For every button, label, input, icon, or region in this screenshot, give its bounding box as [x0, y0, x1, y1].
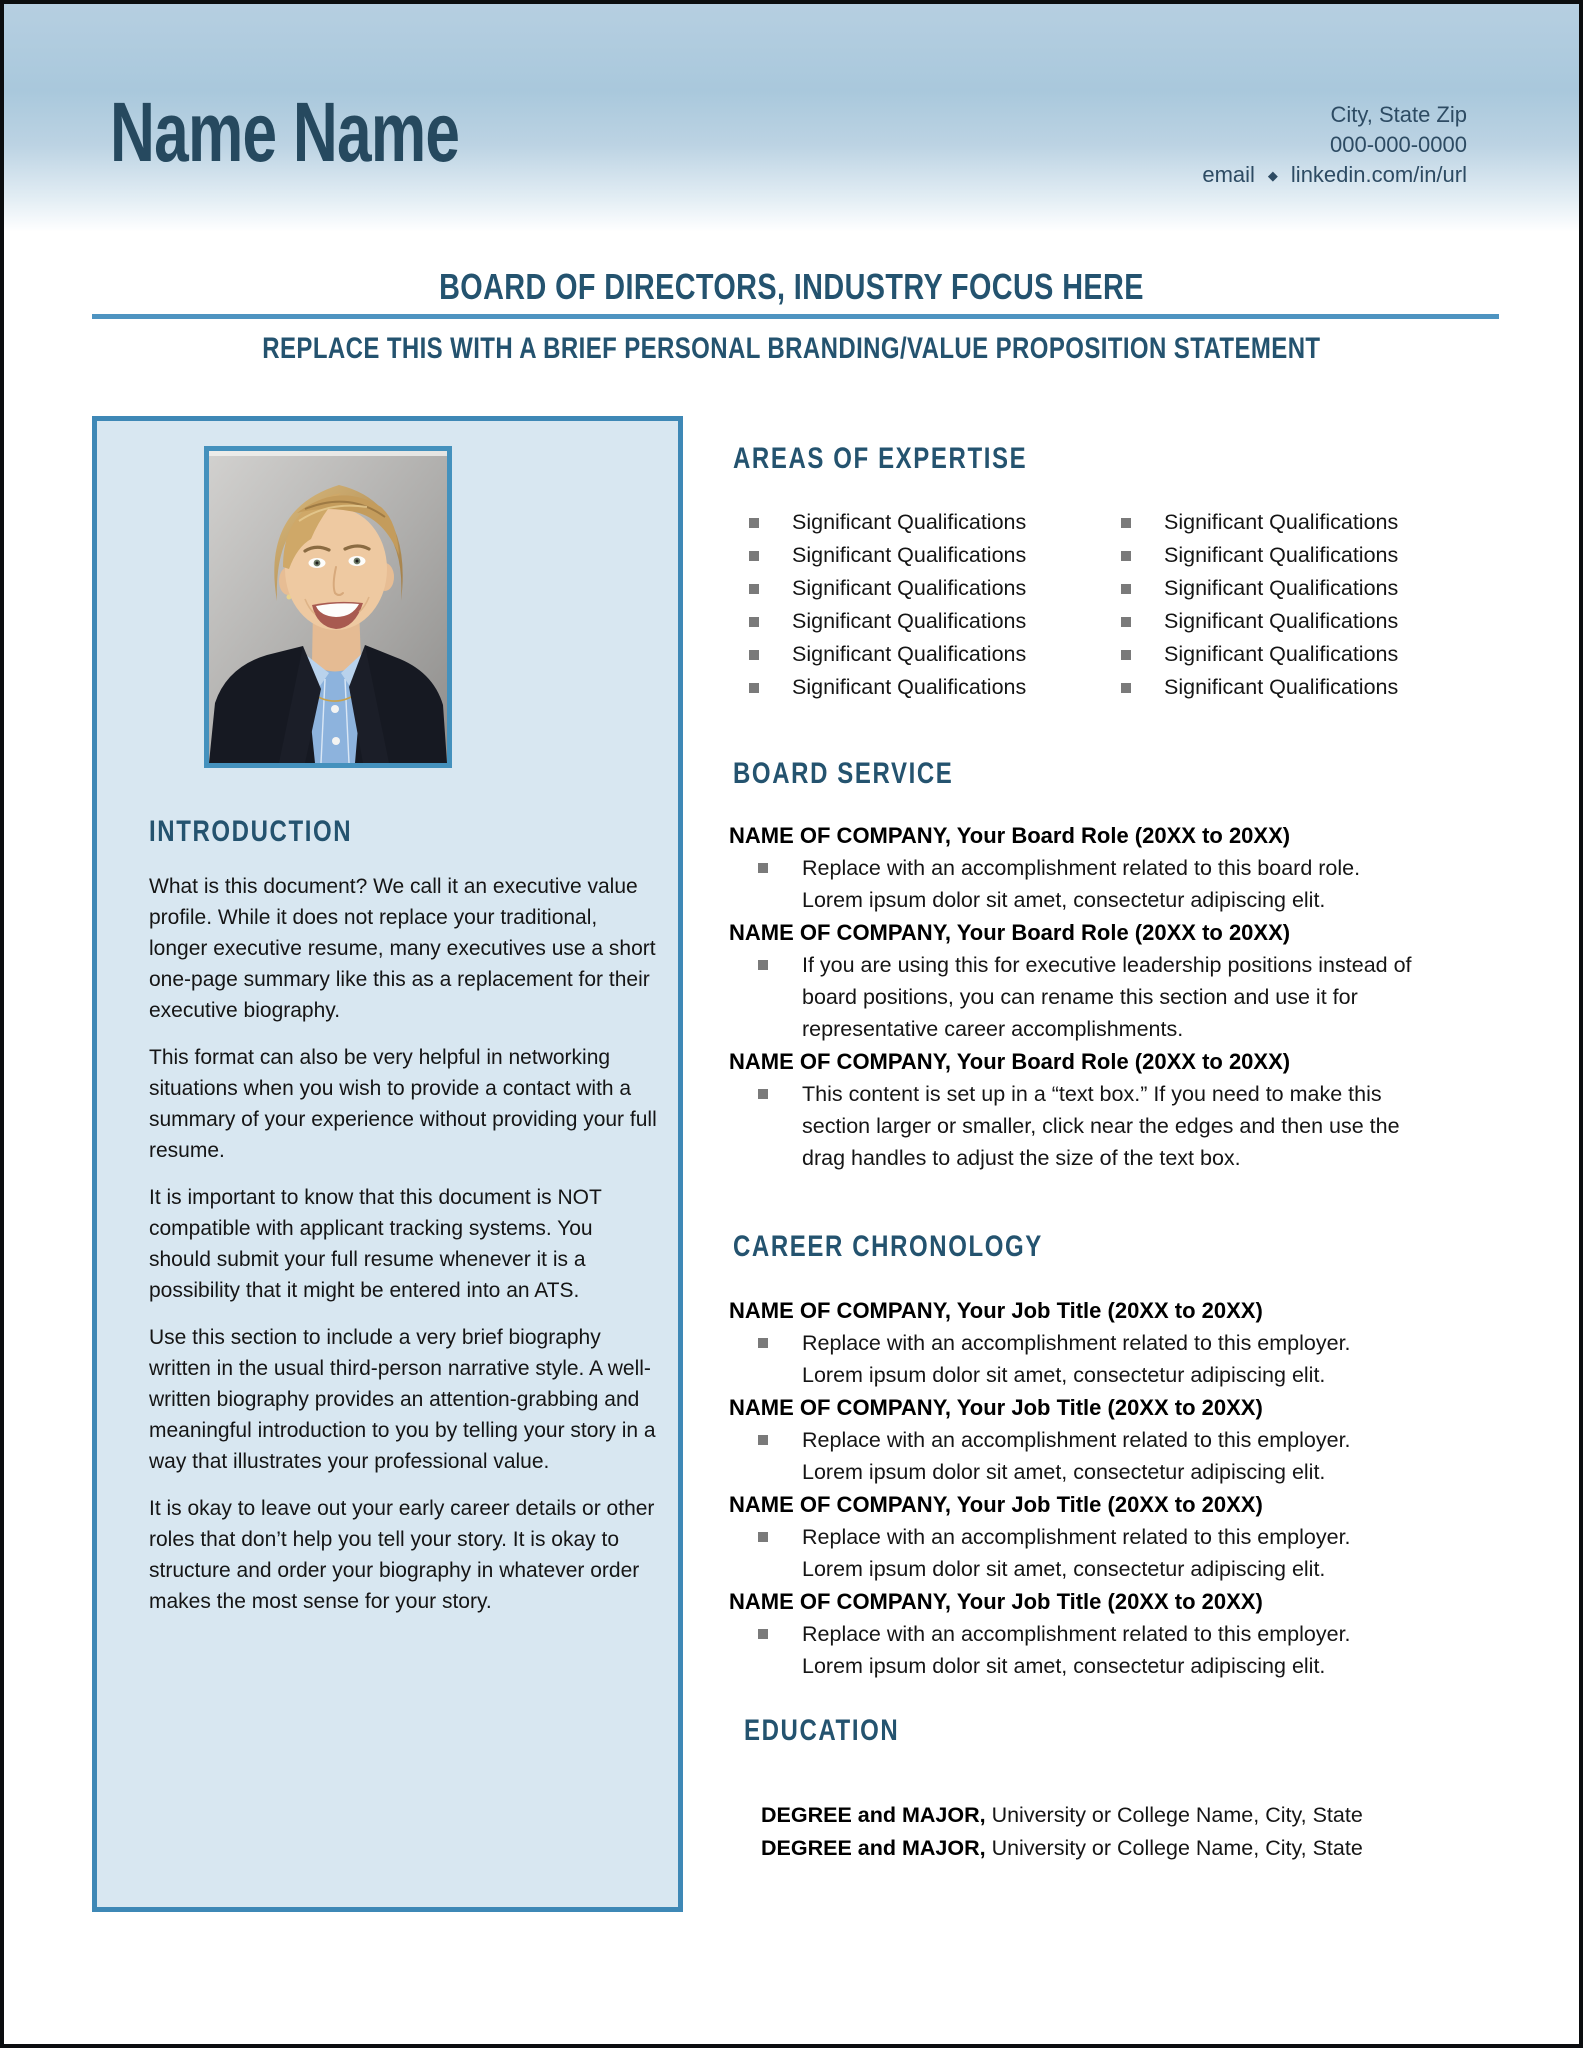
education-entry: [761, 1799, 1571, 1832]
bullet-text: Replace with an accomplishment related to this employer. Lorem ipsum dolor sit amet, consectetur adipiscing elit.: [802, 1525, 1351, 1581]
intro-paragraph: It is important to know that this document is NOT compatible with applicant tracking systems. You should submit your full resume whenever it is a possibility that it might be entered into an ATS.: [149, 1186, 602, 1302]
entry-bullet: [726, 1424, 1536, 1488]
square-bullet-icon: [1121, 683, 1131, 693]
expertise-item: Significant Qualifications: [749, 605, 1121, 638]
contact-links: [1202, 160, 1467, 193]
expertise-item: Significant Qualifications: [749, 671, 1121, 704]
expertise-item: Significant Qualifications: [749, 506, 1121, 539]
bullet-text: This content is set up in a “text box.” If you need to make this section larger or smaller, click near the edges and then use the drag handles to adjust the size of the text box.: [802, 1082, 1400, 1170]
square-bullet-icon: [1121, 617, 1131, 627]
intro-heading: INTRODUCTION: [149, 815, 353, 848]
career-heading: CAREER CHRONOLOGY: [733, 1230, 1043, 1263]
education-entries: [761, 1799, 1571, 1865]
diamond-icon: ◆: [1267, 168, 1278, 183]
square-bullet-icon: [758, 960, 768, 970]
career-entry: [726, 1391, 1536, 1488]
bullet-text: Replace with an accomplishment related to this employer. Lorem ipsum dolor sit amet, consectetur adipiscing elit.: [802, 1622, 1351, 1678]
expertise-item: Significant Qualifications: [749, 539, 1121, 572]
expertise-heading: AREAS OF EXPERTISE: [733, 442, 1028, 475]
entry-bullet: [726, 1618, 1536, 1682]
education-entry: [761, 1832, 1571, 1865]
square-bullet-icon: [1121, 584, 1131, 594]
bullet-text: Replace with an accomplishment related to this employer. Lorem ipsum dolor sit amet, consectetur adipiscing elit.: [802, 1331, 1351, 1387]
contact-block: [1202, 100, 1467, 193]
board-entry: [726, 1045, 1536, 1174]
expertise-item: Significant Qualifications: [1121, 671, 1493, 704]
intro-paragraph: It is okay to leave out your early career details or other roles that don’t help you tell your story. It is okay to structure and order your biography in whatever order makes the most sense for your story.: [149, 1497, 655, 1613]
portrait-photo: [204, 446, 452, 768]
entry-title: NAME OF COMPANY, Your Job Title (20XX to 20XX): [729, 1395, 1263, 1420]
square-bullet-icon: [749, 551, 759, 561]
contact-phone: 000-000-0000: [1329, 132, 1467, 157]
square-bullet-icon: [749, 617, 759, 627]
board-service-entries: [726, 819, 1536, 1174]
entry-bullet: [726, 1327, 1536, 1391]
page-title: [110, 85, 582, 179]
education-heading: EDUCATION: [744, 1714, 900, 1747]
bullet-text: Replace with an accomplishment related to this board role. Lorem ipsum dolor sit amet, consectetur adipiscing elit.: [802, 856, 1361, 912]
intro-paragraph: What is this document? We call it an executive value profile. While it does not replace your traditional, longer executive resume, many executives use a short one-page summary like this as a replacement for their executive biography.: [149, 875, 656, 1022]
board-entry: [726, 916, 1536, 1045]
degree-label: DEGREE and MAJOR,: [761, 1803, 986, 1827]
entry-title: NAME OF COMPANY, Your Job Title (20XX to 20XX): [729, 1589, 1263, 1614]
square-bullet-icon: [758, 1435, 768, 1445]
entry-bullet: [726, 949, 1536, 1045]
entry-bullet: [726, 1078, 1536, 1174]
expertise-item: Significant Qualifications: [1121, 572, 1493, 605]
intro-paragraph: Use this section to include a very brief biography written in the usual third-person narrative style. A well-written biography provides an attention-grabbing and meaningful introduction to you by telling your story in a way that illustrates your professional value.: [149, 1326, 656, 1473]
role-title: BOARD OF DIRECTORS, INDUSTRY FOCUS HERE: [439, 266, 1144, 307]
contact-email-link[interactable]: email: [1202, 162, 1255, 187]
school-label: University or College Name, City, State: [991, 1836, 1363, 1860]
header-band: [4, 4, 1579, 232]
expertise-item: Significant Qualifications: [1121, 605, 1493, 638]
square-bullet-icon: [758, 1629, 768, 1639]
bullet-text: If you are using this for executive leadership positions instead of board positions, you can rename this section and use it for representative career accomplishments.: [802, 953, 1412, 1041]
entry-title: NAME OF COMPANY, Your Board Role (20XX to 20XX): [729, 1049, 1291, 1074]
entry-bullet: [726, 1521, 1536, 1585]
career-entry: [726, 1294, 1536, 1391]
square-bullet-icon: [758, 1338, 768, 1348]
square-bullet-icon: [1121, 518, 1131, 528]
square-bullet-icon: [758, 1532, 768, 1542]
square-bullet-icon: [1121, 650, 1131, 660]
school-label: University or College Name, City, State: [991, 1803, 1363, 1827]
square-bullet-icon: [758, 1089, 768, 1099]
entry-bullet: [726, 852, 1536, 916]
square-bullet-icon: [749, 518, 759, 528]
degree-label: DEGREE and MAJOR,: [761, 1836, 986, 1860]
expertise-item: Significant Qualifications: [1121, 638, 1493, 671]
square-bullet-icon: [758, 863, 768, 873]
contact-linkedin-link[interactable]: linkedin.com/in/url: [1290, 162, 1467, 187]
expertise-item: Significant Qualifications: [1121, 539, 1493, 572]
expertise-item: Significant Qualifications: [749, 638, 1121, 671]
career-entry: [726, 1488, 1536, 1585]
square-bullet-icon: [749, 650, 759, 660]
board-entry: [726, 819, 1536, 916]
introduction-panel: [92, 416, 683, 1912]
bullet-text: Replace with an accomplishment related to this employer. Lorem ipsum dolor sit amet, consectetur adipiscing elit.: [802, 1428, 1351, 1484]
intro-paragraph: This format can also be very helpful in networking situations when you wish to provide a contact with a summary of your experience without providing your full resume.: [149, 1046, 657, 1162]
intro-body: [149, 871, 657, 1633]
contact-city: City, State Zip: [1330, 102, 1467, 127]
board-service-heading: BOARD SERVICE: [733, 757, 954, 790]
entry-title: NAME OF COMPANY, Your Job Title (20XX to 20XX): [729, 1492, 1263, 1517]
title-divider-rule: [92, 314, 1499, 319]
expertise-list: [749, 506, 1493, 704]
square-bullet-icon: [749, 683, 759, 693]
career-entries: [726, 1294, 1536, 1682]
branding-statement: REPLACE THIS WITH A BRIEF PERSONAL BRANDING/VALUE PROPOSITION STATEMENT: [262, 332, 1321, 365]
person-name-text: Name Name: [110, 85, 460, 179]
expertise-item: Significant Qualifications: [1121, 506, 1493, 539]
career-entry: [726, 1585, 1536, 1682]
square-bullet-icon: [749, 584, 759, 594]
square-bullet-icon: [1121, 551, 1131, 561]
portrait-illustration: [209, 451, 447, 763]
entry-title: NAME OF COMPANY, Your Board Role (20XX to 20XX): [729, 823, 1291, 848]
entry-title: NAME OF COMPANY, Your Job Title (20XX to 20XX): [729, 1298, 1263, 1323]
entry-title: NAME OF COMPANY, Your Board Role (20XX to 20XX): [729, 920, 1291, 945]
expertise-item: Significant Qualifications: [749, 572, 1121, 605]
